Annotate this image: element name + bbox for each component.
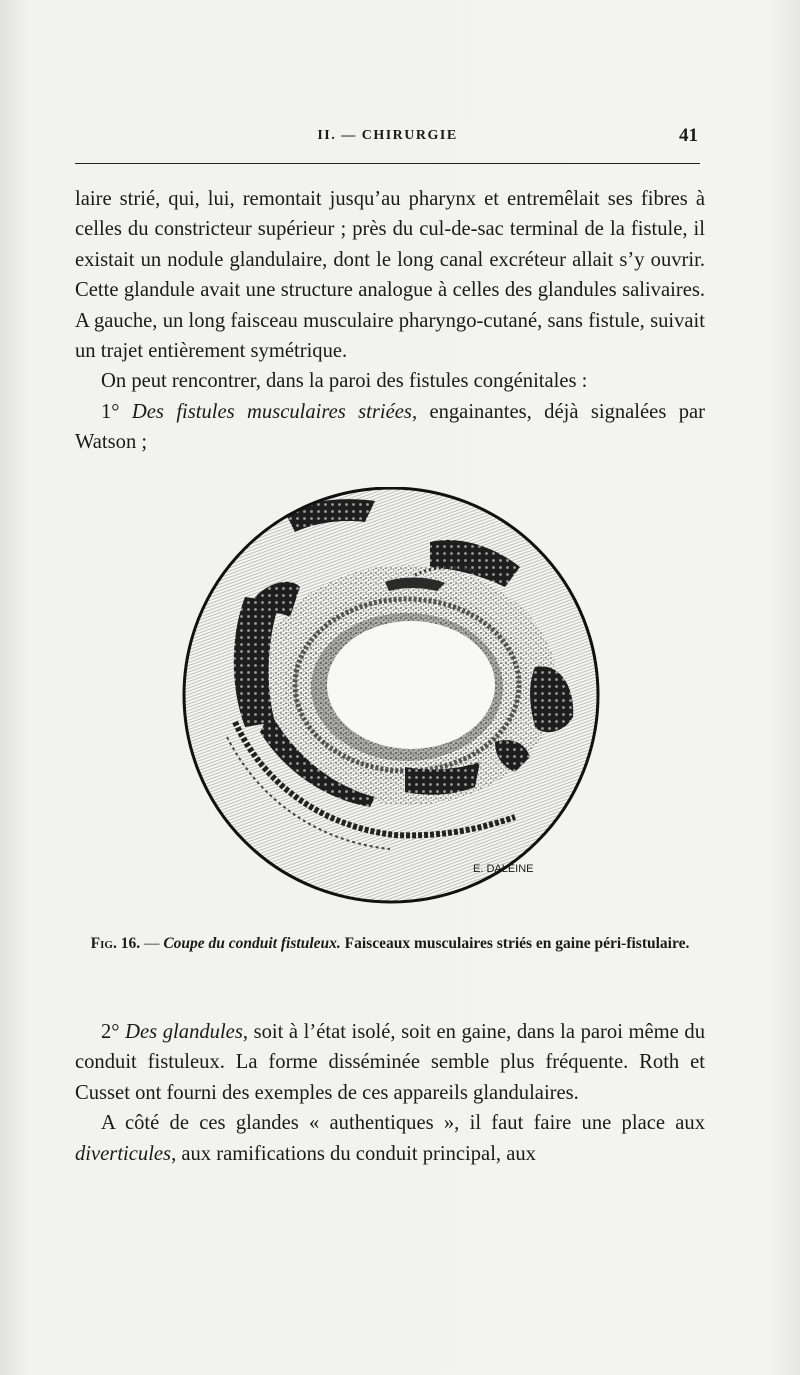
list-item-2: [75, 1017, 705, 1108]
caption-title: Coupe du conduit fistuleux.: [163, 935, 341, 952]
item-2-text: , soit à l’état isolé, soit en gaine, dans la paroi même du conduit fistuleux. La forme disséminée semble plus fréquente. Roth et Cusset ont fourni des exemples de ces appareils glandulaires.: [75, 1021, 705, 1104]
fistula-lumen: [327, 621, 495, 749]
item-1-number: 1°: [101, 400, 120, 423]
tissue-section: [184, 488, 598, 902]
item-1-title: Des fistules musculaires striées: [131, 400, 412, 423]
item-2-number: 2°: [101, 1021, 120, 1043]
caption-label: Fig. 16.: [90, 935, 141, 952]
item-1-text: , engainantes, déjà signalées par Watson ;: [75, 400, 705, 454]
caption-dash: —: [140, 935, 164, 952]
artist-signature: E. DALEINE: [473, 863, 534, 875]
paragraph-last-italic: diverticules: [75, 1142, 172, 1165]
page-number: 41: [679, 125, 698, 146]
paragraph-last: [75, 1108, 705, 1169]
paragraph-last-end: , aux ramifications du conduit principal, aux: [171, 1142, 536, 1165]
top-text-block: [75, 184, 705, 458]
caption-text: Faisceaux musculaires striés en gaine péri-fistulaire.: [340, 935, 690, 952]
paragraph-continuation: laire strié, qui, lui, remontait jusqu’au pharynx et entremêlait ses fibres à celles du constricteur supérieur ; près du cul-de-sac terminal de la fistule, il existait un nodule glandulaire, dont le long canal excréteur allait s’y ouvrir. Cette glandule avait une structure analogue à celles des glandules salivaires. A gauche, un long faisceau musculaire pharyngo-cutané, sans fistule, suivait un trajet entièrement symétrique.: [75, 188, 705, 363]
header-rule: [75, 163, 700, 164]
item-2-title: Des glandules: [125, 1021, 243, 1043]
figure-caption: [75, 933, 705, 955]
list-item-1: [75, 397, 705, 458]
page-header: [75, 125, 700, 150]
paragraph-last-start: A côté de ces glandes « authentiques », il faut faire une place aux: [101, 1112, 705, 1135]
figure-illustration: [175, 487, 607, 919]
paragraph-intro: On peut rencontrer, dans la paroi des fistules congénitales :: [101, 370, 588, 393]
running-title: II. — CHIRURGIE: [317, 128, 458, 143]
bottom-text-block: [75, 1017, 705, 1169]
